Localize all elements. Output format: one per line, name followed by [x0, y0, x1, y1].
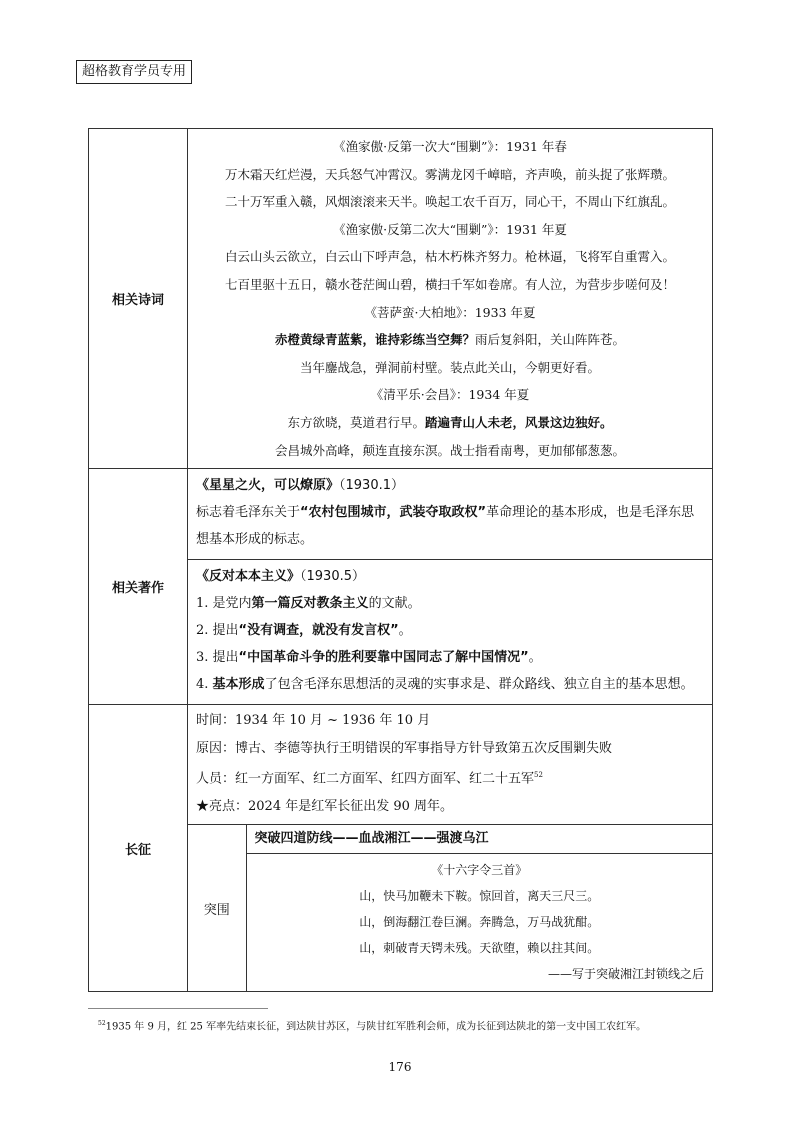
footnote-text: 1935 年 9 月，红 25 军率先结束长征，到达陕甘苏区，与陕甘红军胜利会师，成为长征到达陕北的第一支中国工农红军。 [105, 1021, 647, 1033]
footnote-divider [88, 1008, 268, 1009]
work-item [196, 671, 704, 698]
item-text: 2. 提出 [196, 623, 239, 639]
poem-line: 会昌城外高峰，颠连直接东溟。战士指看南粤，更加郁郁葱葱。 [274, 442, 625, 458]
work-item [196, 644, 704, 671]
work-year: （1930.1） [339, 478, 405, 494]
march-label: 长征 [89, 705, 188, 992]
footnote [98, 1017, 646, 1034]
poem-title: 《十六字令三首》 [431, 863, 528, 878]
poem-bold: 踏遍青山人未老，风景这边独好。 [425, 414, 613, 430]
breakout-table [188, 825, 712, 991]
item-bold: 基本形成 [212, 677, 265, 693]
work-title [196, 472, 704, 499]
poem-text: 东方欲晓，莫道君行早。 [287, 414, 425, 430]
poems-label: 相关诗词 [89, 129, 188, 469]
item-text: 4. [196, 677, 213, 693]
work-year: （1930.5） [300, 569, 366, 585]
work-item [196, 617, 704, 644]
poem-line: 《清平乐·会昌》：1934 年夏 [370, 387, 530, 403]
item-text: 。 [528, 650, 542, 666]
desc-bold: “农村包围城市，武装夺取政权” [300, 505, 487, 521]
content-table [88, 128, 713, 992]
header-label: 超格教育学员专用 [76, 60, 192, 84]
poem-line: 《菩萨蛮·大柏地》：1933 年夏 [364, 304, 536, 320]
works-row [89, 469, 713, 705]
poems-block [188, 129, 712, 468]
poem-bold: 赤橙黄绿青蓝紫，谁持彩练当空舞？ [274, 332, 475, 348]
poem-line: 《渔家傲·反第二次大“围剿”》：1931 年夏 [333, 221, 567, 237]
march-time: 时间：1934 年 10 月 ~ 1936 年 10 月 [196, 713, 431, 729]
breakout-poem [247, 854, 713, 991]
item-bold: “中国革命斗争的胜利要靠中国同志了解中国情况” [238, 650, 529, 666]
poem-line: 《渔家傲·反第一次大“围剿”》：1931 年春 [333, 139, 567, 154]
item-text: 了包含毛泽东思想活的灵魂的实事求是、群众路线、独立自主的基本思想。 [264, 677, 694, 693]
march-highlight: ★亮点：2024 年是红军长征出发 90 周年。 [196, 798, 454, 814]
poem-signature: ——写于突破湘江封锁线之后 [547, 966, 704, 981]
poem-line: 山，刺破青天锷未残。天欲堕，赖以拄其间。 [359, 940, 600, 955]
poem-line: 当年鏖战急，弹洞前村壁。装点此关山，今朝更好看。 [299, 359, 600, 375]
breakout-label: 突围 [188, 825, 246, 991]
item-bold: 第一篇反对教条主义 [251, 596, 369, 612]
work-spark [188, 469, 712, 559]
item-text: 的文献。 [368, 596, 421, 612]
poems-row [89, 129, 713, 469]
march-people [196, 762, 704, 793]
footnote-ref: 52 [534, 771, 543, 780]
work-bookism [188, 560, 712, 704]
work-title-text: 《反对本本主义》 [196, 569, 301, 585]
poem-line: 二十万军重入赣，风烟滚滚来天半。唤起工农千百万，同心干，不周山下红旗乱。 [224, 194, 675, 210]
item-bold: “没有调查，就没有发言权” [238, 623, 399, 639]
poem-line: 白云山头云欲立，白云山下呼声急，枯木朽株齐努力。枪林逼，飞将军自重霄入。 [224, 249, 675, 265]
desc-text: 标志着毛泽东关于 [196, 505, 301, 521]
march-info [188, 705, 712, 824]
march-cause: 原因：博古、李德等执行王明错误的军事指导方针导致第五次反围剿失败 [196, 740, 613, 756]
breakout-heading: 突破四道防线——血战湘江——强渡乌江 [247, 825, 713, 854]
item-text: 1. 是党内 [196, 596, 252, 612]
work-desc [196, 499, 704, 553]
work-item [196, 590, 704, 617]
poem-text: 雨后复斜阳，关山阵阵苍。 [475, 332, 626, 348]
people-text: 人员：红一方面军、红二方面军、红四方面军、红二十五军 [196, 771, 535, 787]
poem-line: 山，倒海翻江卷巨澜。奔腾急，万马战犹酣。 [359, 915, 600, 930]
item-text: 3. 提出 [196, 650, 239, 666]
work-title [196, 563, 704, 590]
page-number: 176 [388, 1060, 412, 1074]
poem-line: 山，快马加鞭未下鞍。惊回首，离天三尺三。 [359, 889, 600, 904]
poem-line [194, 409, 706, 437]
work-title-text: 《星星之火，可以燎原》 [196, 478, 340, 494]
poem-line: 万木霜天红烂漫，天兵怒气冲霄汉。雾满龙冈千嶂暗，齐声唤，前头捉了张辉瓒。 [224, 166, 675, 182]
footnote-number: 52 [98, 1020, 106, 1027]
poem-line: 七百里驱十五日，赣水苍茫闽山碧，横扫千军如卷席。有人泣，为营步步嗟何及！ [224, 276, 675, 292]
desc-text: 革命理论的基本形成，也是毛泽东思想基本形成的标志。 [196, 505, 695, 548]
item-text: 。 [398, 623, 412, 639]
works-label: 相关著作 [89, 469, 188, 705]
march-row [89, 705, 713, 992]
poem-line [194, 326, 706, 354]
